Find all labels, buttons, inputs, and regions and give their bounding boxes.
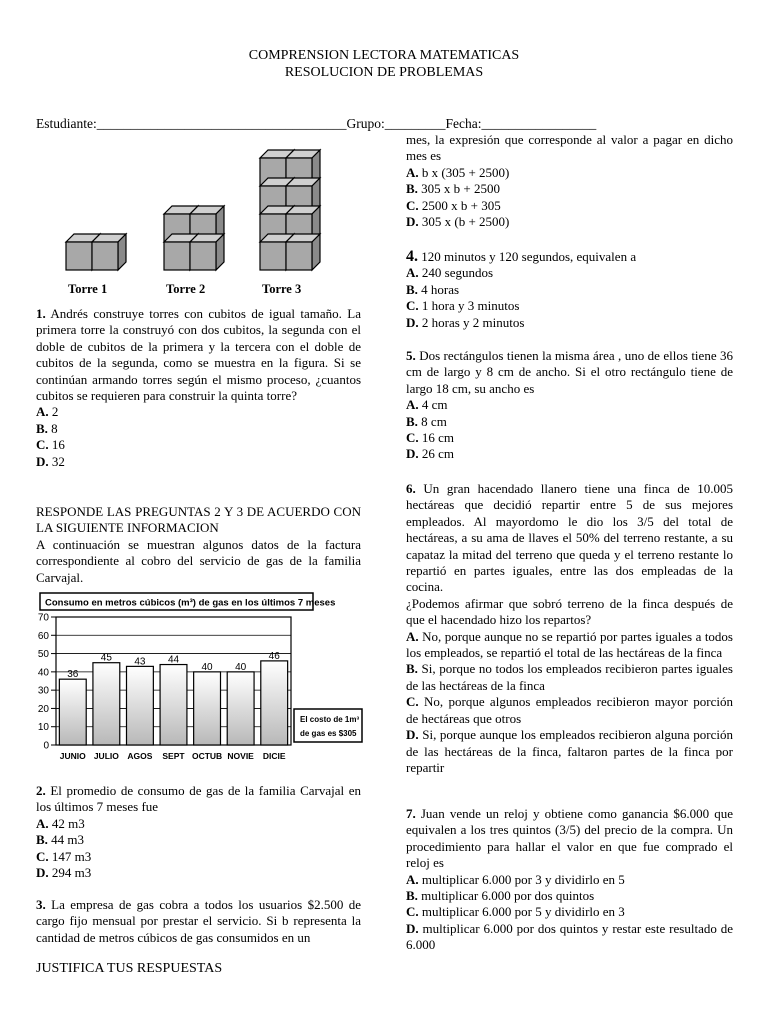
info-heading: RESPONDE LAS PREGUNTAS 2 Y 3 DE ACUERDO CON LA SIGUIENTE INFORMACION [36,504,361,536]
bar-value-label: 36 [67,669,79,681]
question-4 [406,249,733,331]
question-5-option-d: D. 26 cm [406,446,455,462]
chart-note-line2: de gas es $305 [300,729,357,738]
question-3-start [36,897,361,946]
question-6-option-b: B. Si, porque no todos los empleados recibieron partes iguales de las hectáreas de la finca [406,661,733,693]
towers-figure [60,148,350,300]
question-4-option-d: D. 2 horas y 2 minutos [406,314,525,330]
question-2-option-d: D. 294 m3 [36,865,92,881]
bar-value-label: 40 [201,661,213,673]
x-tick-label: JUNIO [59,751,86,761]
question-4-option-b: B. 4 horas [406,281,460,297]
question-4-text: 120 minutos y 120 segundos, equivalen a [418,249,637,264]
y-tick-label: 10 [37,722,49,734]
tower-label-3: Torre 3 [262,282,302,296]
question-6-option-a: A. No, porque aunque no se repartió por partes iguales a todos los empleados, se repartió el total de las hectáreas de la finca [406,628,733,661]
page-subtitle: RESOLUCION DE PROBLEMAS [284,65,484,80]
question-4-option-a: A. 240 segundos [406,265,494,281]
question-1-text: Andrés construye torres con cubitos de igual tamaño. La primera torre la construyó con dos cubitos, la segunda con el doble de cubitos de la primera y la tercera con el doble de cubitos de la segunda, como se muestra en la figura. Si se continúan armando torres según el mismo proceso, ¿cuantos cubitos se requieren para construir la quinta torre? [36,306,361,404]
bar-dicie [261,661,288,745]
question-5-option-c: C. 16 cm [406,430,455,446]
chart-y-axis [38,613,56,752]
question-7-option-b: B. multiplicar 6.000 por dos quintos [406,888,595,904]
bar-value-label: 45 [100,652,112,664]
question-3-option-c: C. 2500 x b + 305 [406,197,501,213]
question-7-option-a: A. multiplicar 6.000 por 3 y dividirlo en 5 [406,871,625,887]
student-info-line: Estudiante:_____________________________________Grupo:_________Fecha:_________________ [36,116,597,131]
question-7-text: Juan vende un reloj y obtiene como ganancia $6.000 que equivalen a los tres quintos (3/5) del precio de la compra. Un procedimiento para hallar el valor en que fue comprado el reloj es [406,806,733,871]
page-title: COMPRENSION LECTORA MATEMATICAS [248,48,520,63]
bar-value-label: 46 [268,650,280,662]
question-1-option-c: C. 16 [36,437,65,453]
y-tick-label: 30 [37,685,49,697]
question-1-option-d: D. 32 [36,453,65,469]
bar-sept [160,665,187,745]
question-6-option-d: D. Si, porque aunque los empleados recibieron alguna porción de las hectáreas de la finca, faltaron partes de la finca por repartir [406,727,733,775]
question-2-text: El promedio de consumo de gas de la familia Carvajal en los últimos 7 meses fue [36,783,361,815]
question-5-option-b: B. 8 cm [406,413,447,429]
bar-novie [227,672,254,745]
question-1-option-b: B. 8 [36,420,58,436]
question-6 [406,481,733,776]
question-5 [406,348,733,463]
x-tick-label: SEPT [162,751,185,761]
chart-x-axis [60,751,286,761]
bar-octub [194,672,221,745]
x-tick-label: NOVIE [227,751,254,761]
info-block [36,504,361,586]
question-2-option-c: C. 147 m3 [36,848,92,864]
question-2-option-a: A. 42 m3 [36,815,85,831]
tower-label-1: Torre 1 [68,282,108,296]
y-tick-label: 0 [43,740,49,752]
bar-value-label: 44 [167,654,180,666]
question-7-option-d: D. multiplicar 6.000 por dos quintos y restar este resultado de 6.000 [406,920,733,953]
footer-instruction: JUSTIFICA TUS RESPUESTAS [36,961,223,976]
bar-value-label: 40 [235,661,247,673]
x-tick-label: DICIE [262,751,286,761]
question-3-option-d: D. 305 x (b + 2500) [406,214,510,230]
question-1 [36,306,361,470]
question-3-option-b: B. 305 x b + 2500 [406,181,501,197]
question-2 [36,783,361,881]
question-5-text: Dos rectángulos tienen la misma área , uno de ellos tiene 36 cm de largo y 8 cm de ancho. Si el otro rectángulo tiene de largo 18 cm, su ancho es [406,348,734,396]
y-tick-label: 70 [37,612,49,624]
gas-consumption-chart [30,590,366,768]
question-6-text: Un gran hacendado llanero tiene una finca de 10.005 hectáreas que decidió repartir entre 5 de sus mejores empleados. Al mayordomo le dio los 3/5 del total de hectáreas, a su ama de llaves el 50% del terreno restante, a su capataz la mitad del terreno que queda y el terreno restante lo repartió en partes iguales, entre las dos empleadas de la cocina. [406,481,734,595]
question-2-number: 2. [36,783,46,798]
question-6-option-c: C. No, porque algunos empleados recibieron mayor porción de hectáreas que otros [406,694,733,726]
chart-note-line1: El costo de 1m³ [300,715,360,724]
y-tick-label: 60 [37,630,49,642]
x-tick-label: OCTUB [191,751,223,761]
question-7-number: 7. [406,806,416,821]
tower-1 [66,234,126,270]
question-7 [406,806,733,954]
y-tick-label: 40 [37,667,49,679]
question-1-option-a: A. 2 [36,404,59,420]
question-7-option-c: C. multiplicar 6.000 por 5 y dividirlo en 3 [406,904,625,920]
y-tick-label: 50 [37,649,49,661]
question-3-option-a: A. b x (305 + 2500) [406,164,510,180]
bar-value-label: 43 [134,656,146,668]
x-tick-label: JULIO [93,751,119,761]
chart-title: Consumo en metros cúbicos (m³) de gas en los últimos 7 meses [45,597,336,609]
question-4-number: 4. [406,248,418,265]
tower-3 [260,150,320,270]
question-5-option-a: A. 4 cm [406,397,448,413]
tower-label-2: Torre 2 [166,282,206,296]
y-tick-label: 20 [37,703,49,715]
question-4-option-c: C. 1 hora y 3 minutos [406,298,520,314]
question-3-number: 3. [36,897,46,912]
question-1-number: 1. [36,306,46,321]
tower-2 [164,206,224,270]
info-text: A continuación se muestran algunos datos de la factura correspondiente al cobro del servicio de gas de la familia Carvajal. [36,536,361,585]
bar-junio [59,679,86,745]
question-2-option-b: B. 44 m3 [36,832,85,848]
question-3-text: La empresa de gas cobra a todos los usuarios $2.500 de cargo fijo mensual por prestar el servicio. Si b representa la cantidad de metros cúbicos de gas consumidos en un [36,897,361,945]
x-tick-label: AGOS [127,751,153,761]
question-5-number: 5. [406,348,416,363]
question-3-continued [406,132,733,230]
question-6-question: ¿Podemos afirmar que sobró terreno de la finca después de que el hacendado hizo los repartos? [406,595,733,628]
bar-julio [93,663,120,745]
bar-agos [127,666,154,745]
question-3-continued-text: mes, la expresión que corresponde al valor a pagar en dicho mes es [406,132,733,164]
question-6-number: 6. [406,481,416,496]
